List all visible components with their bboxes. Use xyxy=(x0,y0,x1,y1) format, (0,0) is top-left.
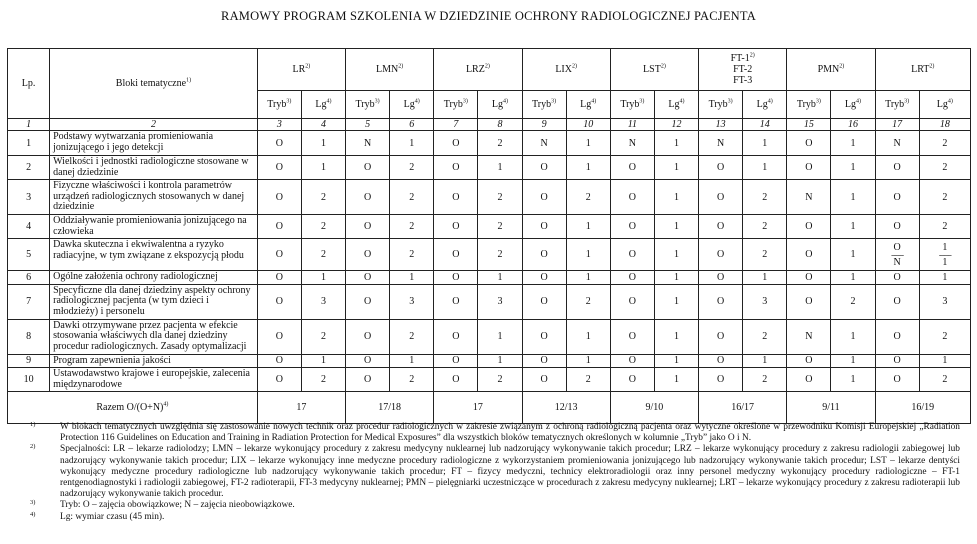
header-group-lst: LST$^{2)}$ xyxy=(610,49,698,91)
total-value: 17 xyxy=(257,392,345,424)
header-group-lrt: LRT$^{2)}$ xyxy=(875,49,970,91)
column-number: 17 xyxy=(875,119,919,131)
row-lp: 3 xyxy=(8,180,50,215)
table-body xyxy=(8,49,971,424)
row-cell: 1 xyxy=(654,354,698,368)
row-cell: O xyxy=(257,271,301,285)
row-block-text: Podstawy wytwarzania promieniowania jonizującego i jego detekcji xyxy=(50,131,258,156)
row-cell: 2 xyxy=(301,180,345,215)
header-tryb: Tryb$^{3)}$ xyxy=(787,91,831,119)
row-cell: O xyxy=(610,239,654,271)
row-cell: 1 xyxy=(831,131,875,156)
footnote xyxy=(30,422,960,444)
row-cell: O xyxy=(699,319,743,354)
total-value: 9/10 xyxy=(610,392,698,424)
header-tryb: Tryb$^{3)}$ xyxy=(875,91,919,119)
row-cell: O xyxy=(346,284,390,319)
header-group-lr: LR$^{2)}$ xyxy=(257,49,345,91)
table-row xyxy=(8,180,971,215)
row-cell: O xyxy=(875,319,919,354)
row-cell: 2 xyxy=(743,239,787,271)
row-cell: 1 xyxy=(390,271,434,285)
row-cell: O xyxy=(875,354,919,368)
row-cell: 2 xyxy=(390,156,434,180)
row-cell: O xyxy=(699,215,743,239)
footnote-text: W blokach tematycznych uwzględnia się zastosowanie nowych technik oraz procedur radiologicznych w zakresie związanym z ochroną radiologiczną pacjenta oraz wytyczne określone w przewodniku Komisji Europejskiej „Radiation Protection 116 Guidelines on Education and Training in Radiation Protection for Medical Exposures” dla wszystkich bloków tematycznych określonych w kolumnie „Tryb” jako O i N. xyxy=(60,422,960,444)
row-cell: 2 xyxy=(478,239,522,271)
row-cell: O xyxy=(257,354,301,368)
row-cell: 1 xyxy=(390,131,434,156)
header-tryb: Tryb$^{3)}$ xyxy=(434,91,478,119)
row-block-text: Dawka skuteczna i ekwiwalentna a ryzyko radiacyjne, w tym związane z ekspozycją płodu xyxy=(50,239,258,271)
footnote xyxy=(30,512,960,523)
row-cell: 1 xyxy=(301,156,345,180)
row-cell: 2 xyxy=(390,180,434,215)
row-cell: 2 xyxy=(919,131,970,156)
row-cell: O xyxy=(699,180,743,215)
row-cell: O xyxy=(875,271,919,285)
row-cell: O xyxy=(522,156,566,180)
column-number: 1 xyxy=(8,119,50,131)
row-cell: O xyxy=(875,180,919,215)
row-cell: N xyxy=(787,319,831,354)
row-cell: O xyxy=(787,156,831,180)
row-cell: 1 xyxy=(831,239,875,271)
training-program-table xyxy=(7,48,971,424)
row-cell: O xyxy=(522,368,566,392)
row-cell: 2 xyxy=(566,180,610,215)
row-cell: 1 xyxy=(566,354,610,368)
row-cell: N xyxy=(787,180,831,215)
total-value: 17 xyxy=(434,392,522,424)
row-cell: 3 xyxy=(919,284,970,319)
row-cell: O xyxy=(787,368,831,392)
split-value-bottom: 1 xyxy=(942,256,948,268)
row-cell: O xyxy=(434,284,478,319)
row-cell: N xyxy=(699,131,743,156)
total-row xyxy=(8,392,971,424)
row-cell: 1 xyxy=(301,271,345,285)
row-cell: 3 xyxy=(743,284,787,319)
footnote-mark: 1) xyxy=(30,421,36,428)
footnote-mark: 2) xyxy=(30,443,36,451)
row-cell: 3 xyxy=(390,284,434,319)
row-cell: O xyxy=(257,319,301,354)
header-lg: Lg$^{4)}$ xyxy=(743,91,787,119)
row-cell: N xyxy=(522,131,566,156)
row-cell: 2 xyxy=(831,284,875,319)
table-row xyxy=(8,271,971,285)
row-cell: O xyxy=(522,180,566,215)
table-row xyxy=(8,131,971,156)
column-number: 11 xyxy=(610,119,654,131)
split-dash: --------- xyxy=(891,250,904,259)
row-lp: 5 xyxy=(8,239,50,271)
row-cell: O xyxy=(434,354,478,368)
row-cell: O xyxy=(434,368,478,392)
row-cell: O xyxy=(257,180,301,215)
row-cell: 2 xyxy=(478,215,522,239)
row-cell: 2 xyxy=(478,180,522,215)
header-tryb: Tryb$^{3)}$ xyxy=(346,91,390,119)
row-cell: 3 xyxy=(478,284,522,319)
row-cell: O xyxy=(699,354,743,368)
column-number: 10 xyxy=(566,119,610,131)
row-cell: 1 xyxy=(743,131,787,156)
row-cell: O xyxy=(875,215,919,239)
header-group-lrz: LRZ$^{2)}$ xyxy=(434,49,522,91)
footnote xyxy=(30,500,960,511)
row-cell: 1 xyxy=(654,319,698,354)
row-cell: O xyxy=(787,215,831,239)
split-value-top: 1 xyxy=(942,241,948,253)
row-cell: 2 xyxy=(390,215,434,239)
row-cell: O xyxy=(434,215,478,239)
column-number: 12 xyxy=(654,119,698,131)
header-group-pmn: PMN$^{2)}$ xyxy=(787,49,875,91)
row-cell: O xyxy=(787,271,831,285)
row-cell: N xyxy=(610,131,654,156)
total-value: 16/17 xyxy=(699,392,787,424)
row-cell: O xyxy=(610,271,654,285)
row-cell: O xyxy=(346,271,390,285)
row-cell: O xyxy=(346,239,390,271)
row-cell: 2 xyxy=(919,215,970,239)
header-lg: Lg$^{4)}$ xyxy=(654,91,698,119)
row-cell: O xyxy=(610,319,654,354)
row-cell: O xyxy=(787,284,831,319)
row-cell: 2 xyxy=(919,180,970,215)
row-cell: 1 xyxy=(566,215,610,239)
row-cell: 2 xyxy=(743,368,787,392)
table-row xyxy=(8,354,971,368)
footnote-mark: 3) xyxy=(30,499,36,507)
header-lg: Lg$^{4)}$ xyxy=(478,91,522,119)
row-cell: O xyxy=(522,354,566,368)
column-number: 5 xyxy=(346,119,390,131)
row-cell: O xyxy=(522,239,566,271)
row-cell: 1 xyxy=(831,215,875,239)
row-cell: 1 xyxy=(566,239,610,271)
row-cell: 1 xyxy=(566,319,610,354)
row-cell: O xyxy=(434,239,478,271)
row-cell: 1 xyxy=(301,354,345,368)
header-tryb: Tryb$^{3)}$ xyxy=(257,91,301,119)
row-cell: 2 xyxy=(743,180,787,215)
row-cell: 3 xyxy=(301,284,345,319)
header-group-lix: LIX$^{2)}$ xyxy=(522,49,610,91)
row-cell: O xyxy=(610,215,654,239)
row-cell: 1 xyxy=(654,271,698,285)
row-cell: O xyxy=(875,284,919,319)
row-lp: 6 xyxy=(8,271,50,285)
column-number: 6 xyxy=(390,119,434,131)
header-bloki: Bloki tematyczne$^{1)}$ xyxy=(50,49,258,119)
header-group-ft: FT-1$^{2)}$ FT-2 FT-3 xyxy=(699,49,787,91)
row-cell: 2 xyxy=(390,368,434,392)
row-cell: 2 xyxy=(301,239,345,271)
row-cell: 2 xyxy=(301,215,345,239)
row-cell: 1 xyxy=(654,156,698,180)
row-cell: 1 xyxy=(654,131,698,156)
row-cell: O xyxy=(434,156,478,180)
column-number: 13 xyxy=(699,119,743,131)
column-number: 3 xyxy=(257,119,301,131)
row-block-text: Ogólne założenia ochrony radiologicznej xyxy=(50,271,258,285)
footnote-text: Specjalności: LR – lekarze radiolodzy; LMN – lekarze wykonujący procedury z zakresu medycyny nuklearnej lub nadzorujący wykonywanie takich procedur; LRZ – lekarze wykonujący procedury z zakresu radiologii zabiegowej lub nadzorujący wykonywanie takich procedur; LIX – lekarze wykonujący inne medyczne procedury radiologiczne z wykorzystaniem promieniowania jonizującego lub nadzorujący wykonywanie takich procedur; LST – lekarze dentyści wykonujący medyczne procedury radiologiczne lub nadzorujący wykonywanie takich procedur; FT – fizycy medyczni, technicy elektroradiologii oraz inny personel medyczny wykonujący procedury radiologiczne – FT-1 rentgenodiagnostyki i radiologii zabiegowej, FT-2 radioterapii, FT-3 medycyny nuklearnej; PMN – pielęgniarki uczestniczące w procedurach z zakresu medycyny nuklearnej; LRT – lekarze wykonujący procedury z zakresu radioterapii lub nadzorujący wykonywanie takich procedur. xyxy=(60,444,960,500)
row-cell: O xyxy=(257,131,301,156)
row-cell: O xyxy=(610,284,654,319)
row-block-text: Oddziaływanie promieniowania jonizującego na człowieka xyxy=(50,215,258,239)
row-block-text: Ustawodawstwo krajowe i europejskie, zalecenia międzynarodowe xyxy=(50,368,258,392)
row-cell: 1 xyxy=(919,354,970,368)
row-cell: O xyxy=(346,354,390,368)
footnotes xyxy=(30,422,960,523)
column-number: 15 xyxy=(787,119,831,131)
header-lp: Lp. xyxy=(8,49,50,119)
row-cell: O xyxy=(699,156,743,180)
row-cell: 2 xyxy=(301,319,345,354)
column-number: 8 xyxy=(478,119,522,131)
row-cell: 1 xyxy=(919,271,970,285)
row-cell: O xyxy=(610,156,654,180)
table-row xyxy=(8,284,971,319)
row-block-text: Specyficzne dla danej dziedziny aspekty ochrony radiologicznej pacjenta (w tym dzieci i młodzieży) i personelu xyxy=(50,284,258,319)
row-cell: 2 xyxy=(566,368,610,392)
row-cell: 1 xyxy=(654,215,698,239)
row-cell: 1 xyxy=(654,368,698,392)
table-row xyxy=(8,368,971,392)
row-cell xyxy=(875,239,919,271)
header-tryb: Tryb$^{3)}$ xyxy=(522,91,566,119)
row-cell: O xyxy=(787,354,831,368)
row-cell: O xyxy=(434,180,478,215)
row-cell: 1 xyxy=(743,354,787,368)
row-cell: O xyxy=(699,284,743,319)
row-cell: O xyxy=(257,215,301,239)
header-lg: Lg$^{4)}$ xyxy=(301,91,345,119)
footnote-text: Lg: wymiar czasu (45 min). xyxy=(60,511,165,522)
row-block-text: Fizyczne właściwości i kontrola parametrów urządzeń radiologicznych stosowanych w danej dziedzinie xyxy=(50,180,258,215)
header-row-column-numbers xyxy=(8,119,971,131)
row-cell: 1 xyxy=(831,156,875,180)
row-cell: 2 xyxy=(919,156,970,180)
split-value-bottom: N xyxy=(893,256,901,268)
row-cell: O xyxy=(699,271,743,285)
row-cell: O xyxy=(522,215,566,239)
row-cell: O xyxy=(257,239,301,271)
row-cell: O xyxy=(522,271,566,285)
row-cell: 1 xyxy=(831,271,875,285)
row-cell: 2 xyxy=(919,368,970,392)
footnote-mark: 4) xyxy=(30,510,36,518)
row-cell: 1 xyxy=(478,319,522,354)
total-value: 12/13 xyxy=(522,392,610,424)
row-cell: N xyxy=(875,131,919,156)
row-cell: 2 xyxy=(390,239,434,271)
row-cell: O xyxy=(610,354,654,368)
header-tryb: Tryb$^{3)}$ xyxy=(610,91,654,119)
row-cell: O xyxy=(522,284,566,319)
row-cell: O xyxy=(434,271,478,285)
row-cell: 1 xyxy=(478,156,522,180)
row-cell: 1 xyxy=(743,156,787,180)
header-lg: Lg$^{4)}$ xyxy=(390,91,434,119)
row-cell: O xyxy=(699,368,743,392)
row-cell: 1 xyxy=(654,239,698,271)
row-cell: 2 xyxy=(743,319,787,354)
row-cell: 1 xyxy=(654,284,698,319)
table-row xyxy=(8,319,971,354)
footnote-text: Tryb: O – zajęcia obowiązkowe; N – zajęcia nieobowiązkowe. xyxy=(60,500,295,511)
header-lg: Lg$^{4)}$ xyxy=(919,91,970,119)
row-cell: 2 xyxy=(390,319,434,354)
column-number: 4 xyxy=(301,119,345,131)
row-cell: O xyxy=(346,156,390,180)
row-lp: 4 xyxy=(8,215,50,239)
row-block-text: Program zapewnienia jakości xyxy=(50,354,258,368)
row-cell: 2 xyxy=(301,368,345,392)
row-cell: 2 xyxy=(743,215,787,239)
row-cell: O xyxy=(346,180,390,215)
row-cell: 1 xyxy=(566,271,610,285)
row-cell: 1 xyxy=(478,354,522,368)
column-number: 16 xyxy=(831,119,875,131)
column-number: 7 xyxy=(434,119,478,131)
row-cell: O xyxy=(434,131,478,156)
column-number: 2 xyxy=(50,119,258,131)
column-number: 9 xyxy=(522,119,566,131)
row-cell: O xyxy=(434,319,478,354)
row-cell: N xyxy=(346,131,390,156)
row-cell: O xyxy=(699,239,743,271)
row-lp: 7 xyxy=(8,284,50,319)
row-cell: O xyxy=(257,156,301,180)
row-cell: O xyxy=(346,215,390,239)
row-cell: O xyxy=(522,319,566,354)
row-cell: O xyxy=(610,180,654,215)
row-lp: 10 xyxy=(8,368,50,392)
row-cell: 2 xyxy=(919,319,970,354)
row-cell: 1 xyxy=(390,354,434,368)
row-cell: 1 xyxy=(743,271,787,285)
row-cell: 1 xyxy=(566,156,610,180)
table-row xyxy=(8,239,971,271)
row-cell: O xyxy=(787,131,831,156)
row-cell: O xyxy=(346,368,390,392)
total-value: 17/18 xyxy=(346,392,434,424)
row-lp: 8 xyxy=(8,319,50,354)
row-cell: 1 xyxy=(478,271,522,285)
split-dash: --------- xyxy=(938,250,951,259)
row-block-text: Wielkości i jednostki radiologiczne stosowane w danej dziedzinie xyxy=(50,156,258,180)
row-cell: 1 xyxy=(831,180,875,215)
row-cell: 1 xyxy=(566,131,610,156)
table-row xyxy=(8,215,971,239)
row-cell xyxy=(919,239,970,271)
footnote xyxy=(30,444,960,500)
row-cell: 2 xyxy=(478,368,522,392)
total-label: Razem $O/(O+N)^{4)}$ xyxy=(8,392,258,424)
row-cell: 1 xyxy=(301,131,345,156)
table-row xyxy=(8,156,971,180)
header-row-groups xyxy=(8,49,971,91)
column-number: 18 xyxy=(919,119,970,131)
row-cell: 2 xyxy=(566,284,610,319)
document-title: RAMOWY PROGRAM SZKOLENIA W DZIEDZINIE OCHRONY RADIOLOGICZNEJ PACJENTA xyxy=(221,9,756,23)
row-cell: O xyxy=(787,239,831,271)
row-lp: 2 xyxy=(8,156,50,180)
row-cell: 1 xyxy=(654,180,698,215)
row-lp: 9 xyxy=(8,354,50,368)
row-cell: 1 xyxy=(831,319,875,354)
row-cell: O xyxy=(610,368,654,392)
split-value-top: O xyxy=(893,241,901,253)
row-cell: O xyxy=(257,284,301,319)
row-lp: 1 xyxy=(8,131,50,156)
row-cell: O xyxy=(875,156,919,180)
row-cell: 1 xyxy=(831,354,875,368)
header-lg: Lg$^{4)}$ xyxy=(566,91,610,119)
row-cell: O xyxy=(257,368,301,392)
row-cell: 2 xyxy=(478,131,522,156)
row-cell: O xyxy=(875,368,919,392)
column-number: 14 xyxy=(743,119,787,131)
row-cell: O xyxy=(346,319,390,354)
row-cell: 1 xyxy=(831,368,875,392)
header-lg: Lg$^{4)}$ xyxy=(831,91,875,119)
total-value: 16/19 xyxy=(875,392,970,424)
header-group-lmn: LMN$^{2)}$ xyxy=(346,49,434,91)
header-tryb: Tryb$^{3)}$ xyxy=(699,91,743,119)
total-value: 9/11 xyxy=(787,392,875,424)
row-block-text: Dawki otrzymywane przez pacjenta w efekcie stosowania właściwych dla danej dziedziny procedur radiologicznych. Zasady optymalizacji xyxy=(50,319,258,354)
